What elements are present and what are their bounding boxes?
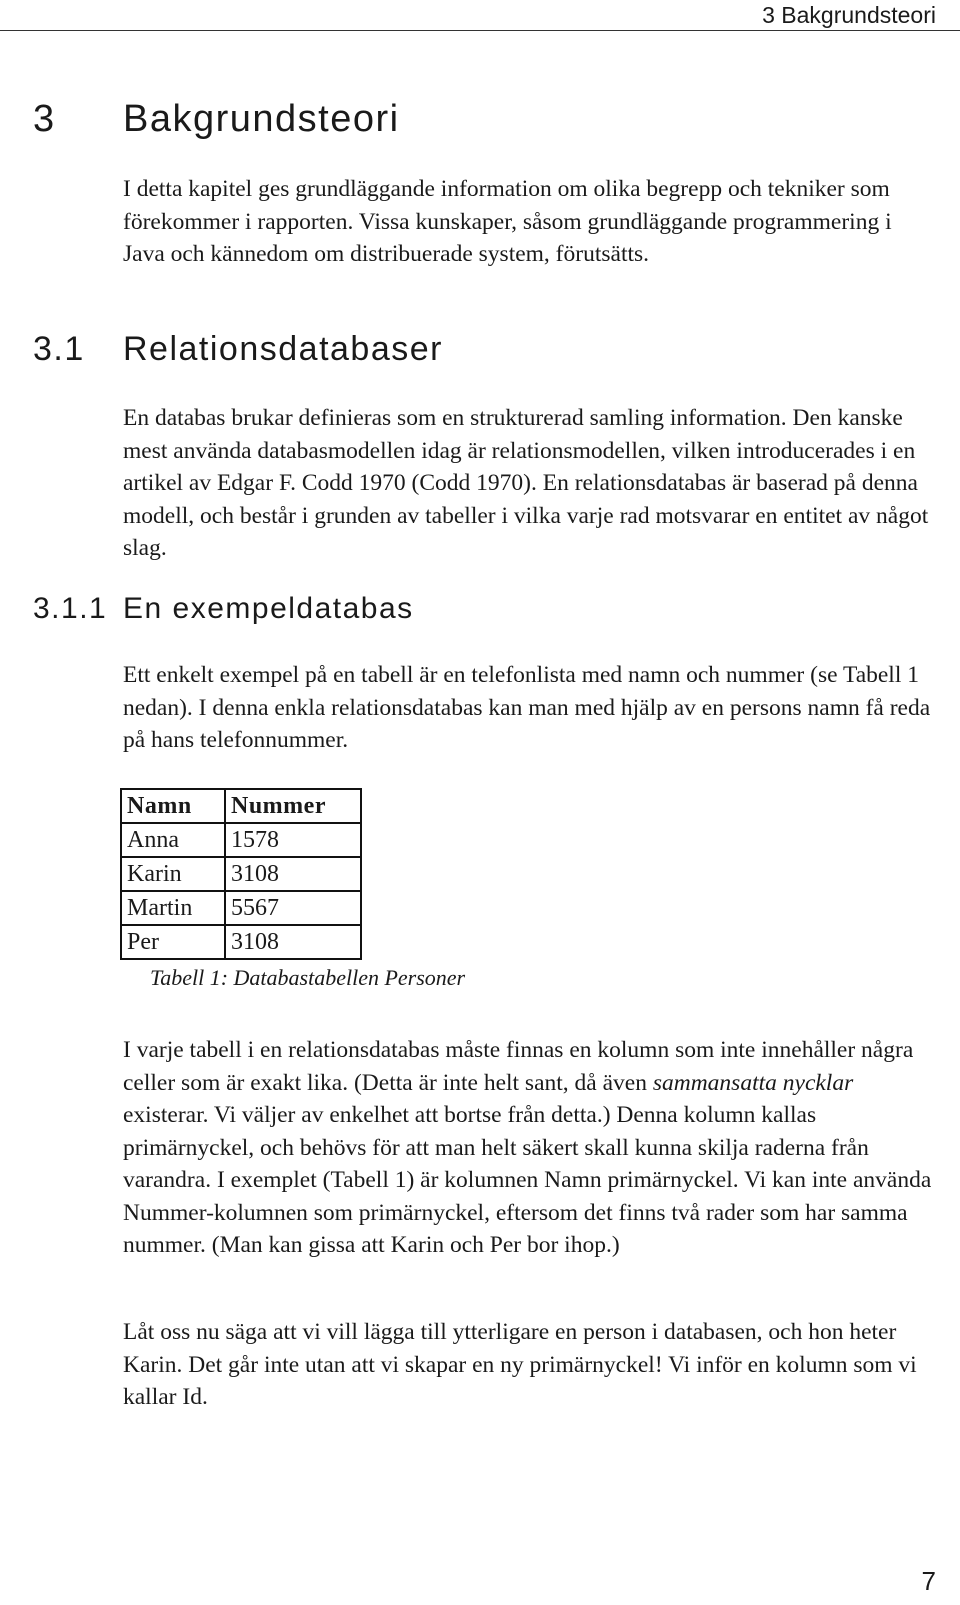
table-caption: Tabell 1: Databastabellen Personer bbox=[150, 965, 466, 990]
table-cell-namn: Karin bbox=[121, 857, 225, 891]
page-number: 7 bbox=[921, 1566, 936, 1596]
subsection-heading bbox=[33, 590, 414, 628]
table-cell-namn: Martin bbox=[121, 891, 225, 925]
column-header-namn: Namn bbox=[121, 789, 225, 823]
column-header-nummer: Nummer bbox=[225, 789, 361, 823]
header-divider bbox=[0, 30, 960, 31]
chapter-heading bbox=[33, 96, 400, 142]
table-cell-namn: Per bbox=[121, 925, 225, 959]
table-row bbox=[121, 891, 361, 925]
table-cell-nummer: 3108 bbox=[225, 925, 361, 959]
chapter-intro-paragraph: I detta kapitel ges grundläggande information om olika begrepp och tekniker som förekommer i rapporten. Vissa kunskaper, såsom grundläggande programmering i Java och kännedom om distribuerade system, förutsätts. bbox=[123, 176, 892, 267]
chapter-number: 3 bbox=[33, 98, 56, 140]
section-body-paragraph: En databas brukar definieras som en strukturerad samling information. Den kanske mest använda databasmodellen idag är relationsmodellen, vilken introducerades i en artikel av Edgar F. Codd 1970 (Codd 1970). En relationsdatabas är baserad på denna modell, och består i grunden av tabeller i vilka varje rad motsvarar en entitet av något slag. bbox=[123, 405, 929, 561]
table-header-row bbox=[121, 789, 361, 823]
section-heading bbox=[33, 328, 443, 370]
primary-key-text-part2: existerar. Vi väljer av enkelhet att bortse från detta.) Denna kolumn kallas primärnyckel, och behövs för att man helt säkert skall kunna skilja raderna från varandra. I exemplet (Tabell 1) är kolumnen Namn primärnyckel. Vi kan inte använda Nummer-kolumnen som primärnyckel, eftersom det finns två rader som har samma nummer. (Man kan gissa att Karin och Per bor ihop.) bbox=[123, 1102, 932, 1258]
primary-key-paragraph bbox=[123, 1034, 938, 1262]
table-row bbox=[121, 857, 361, 891]
table-cell-namn: Anna bbox=[121, 823, 225, 857]
table-cell-nummer: 5567 bbox=[225, 891, 361, 925]
table-row bbox=[121, 925, 361, 959]
persons-table bbox=[120, 788, 362, 960]
primary-key-text-part1: I varje tabell i en relationsdatabas måste finnas en kolumn som inte innehåller några celler som är exakt lika. (Detta är inte helt sant, då även bbox=[123, 1037, 914, 1096]
running-header: 3 Bakgrundsteori bbox=[762, 2, 936, 28]
emphasized-term: sammansatta nycklar bbox=[652, 1069, 854, 1096]
chapter-title: Bakgrundsteori bbox=[123, 98, 400, 140]
table-row bbox=[121, 823, 361, 857]
persons-table-container bbox=[120, 788, 362, 960]
section-title: Relationsdatabaser bbox=[123, 330, 443, 368]
subsection-body-paragraph: Ett enkelt exempel på en tabell är en telefonlista med namn och nummer (se Tabell 1 nedan). I denna enkla relationsdatabas kan man med hjälp av en persons namn få reda på hans telefonnummer. bbox=[123, 662, 931, 753]
table-cell-nummer: 1578 bbox=[225, 823, 361, 857]
subsection-title: En exempeldatabas bbox=[123, 592, 414, 625]
section-number: 3.1 bbox=[33, 330, 85, 368]
subsection-number: 3.1.1 bbox=[33, 592, 108, 625]
closing-paragraph: Låt oss nu säga att vi vill lägga till ytterligare en person i databasen, och hon heter Karin. Det går inte utan att vi skapar en ny primärnyckel! Vi inför en kolumn som vi kallar Id. bbox=[123, 1319, 917, 1410]
table-cell-nummer: 3108 bbox=[225, 857, 361, 891]
